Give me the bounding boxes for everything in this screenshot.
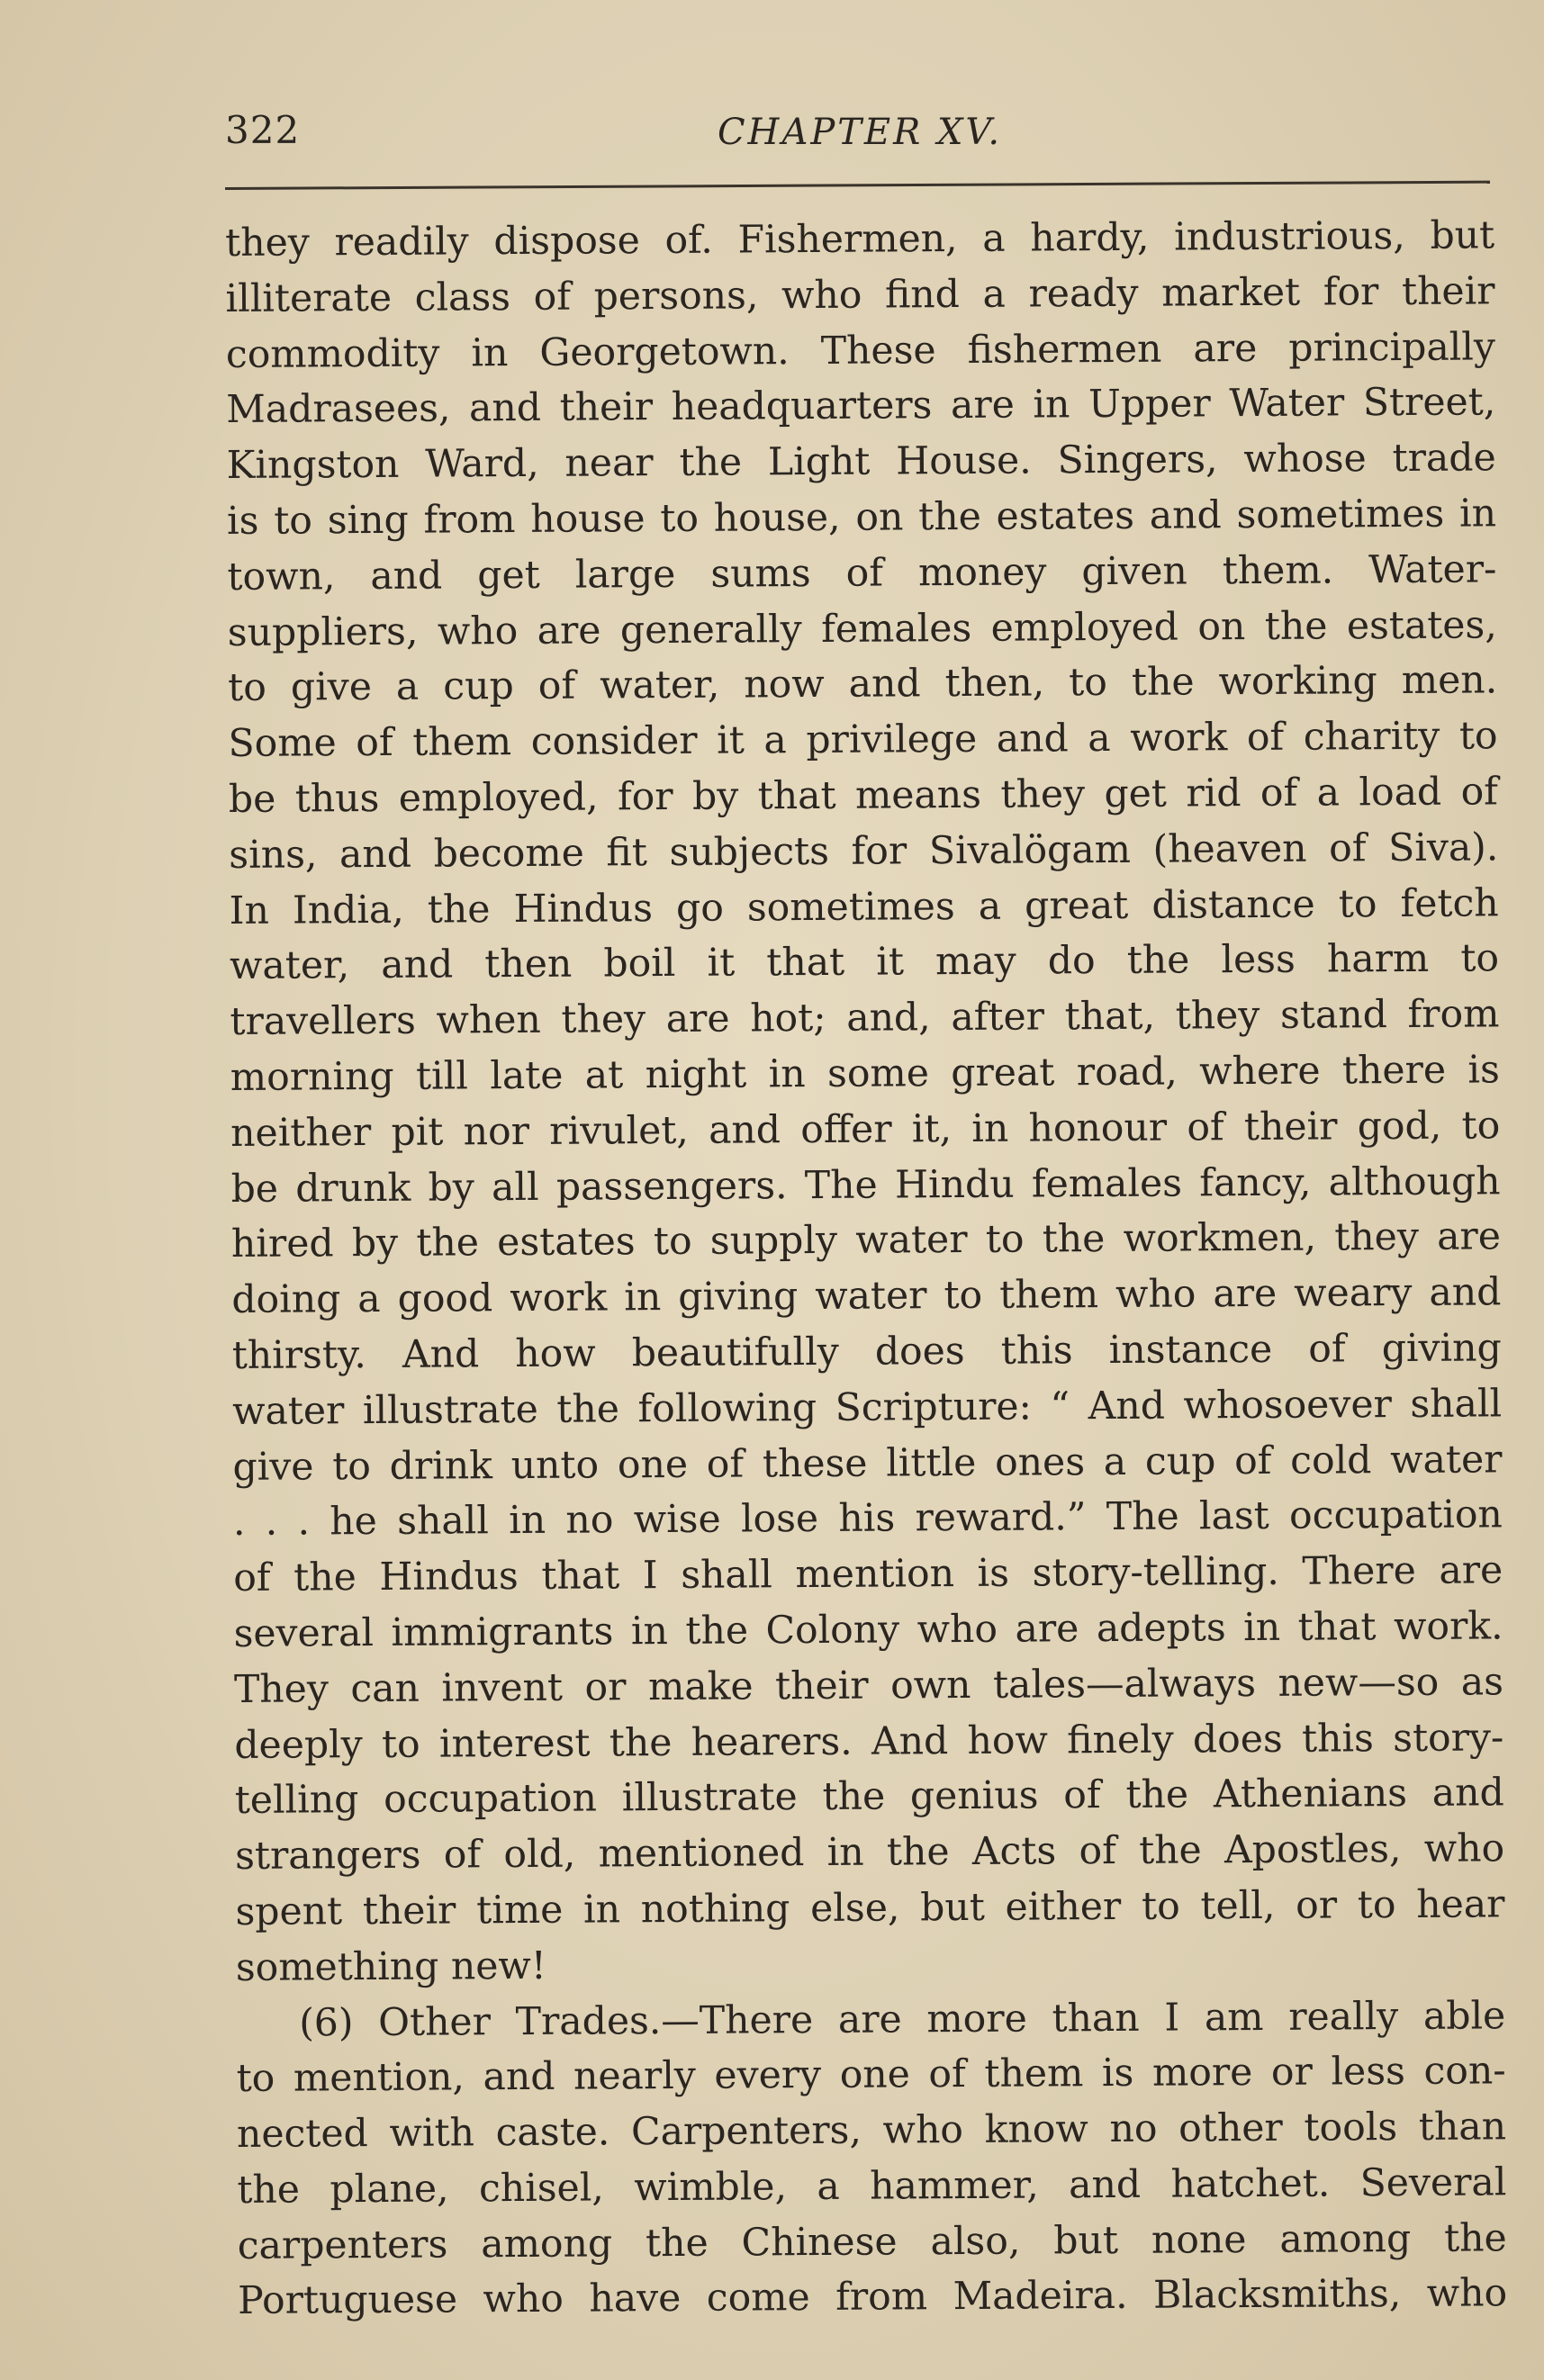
text-line: . . . he shall in no wise lose his reward.” The last occupation [232,1492,1503,1546]
text-line: telling occupation illustrate the genius of the Athenians and [234,1771,1504,1824]
text-line: morning till late at night in some great road, where there is [230,1048,1500,1100]
text-line: give to drink unto one of these little ones a cup of cold water [232,1437,1503,1490]
text-line: is to sing from house to house, on the estates and sometimes in [226,491,1497,544]
running-head: CHAPTER XV. [717,112,1003,153]
text-line: water, and then boil it that it may do the less harm to [229,936,1500,989]
text-line: commodity in Georgetown. These fishermen are principally [225,324,1496,377]
text-line: nected with caste. Carpenters, who know no other tools than [236,2105,1507,2158]
body-text [225,208,1507,2330]
header-rule [225,181,1490,190]
text-line: (6) Other Trades.—There are more than I am really able [299,1993,1506,2046]
text-line: sins, and become fit subjects for Sivalögam (heaven of Siva). [229,825,1499,878]
text-line: Kingston Ward, near the Light House. Singers, whose trade [226,436,1496,489]
page-header [225,108,1494,162]
text-line: neither pit nor rivulet, and offer it, in honour of their god, to [230,1104,1501,1156]
text-line: They can invent or make their own tales—always new—so as [233,1660,1504,1712]
text-line: deeply to interest the hearers. And how finely does this story- [234,1715,1504,1768]
text-line: In India, the Hindus go sometimes a great distance to fetch [229,880,1499,933]
text-line: carpenters among the Chinese also, but none among the [237,2216,1507,2268]
text-line: to mention, and nearly every one of them is more or less con- [236,2049,1506,2102]
text-line: of the Hindus that I shall mention is story-telling. There are [233,1548,1503,1601]
text-line: Madrasees, and their headquarters are in Upper Water Street, [226,380,1496,433]
text-line: Some of them consider it a privilege and a work of charity to [228,714,1498,767]
text-line: illiterate class of persons, who find a ready market for their [225,269,1495,321]
text-line: something new! [235,1943,547,1990]
page-number: 322 [225,108,301,152]
text-line: doing a good work in giving water to them who are weary and [231,1270,1502,1323]
text-line: water illustrate the following Scripture: “ And whosoever shall [231,1382,1503,1434]
text-line: town, and get large sums of money given them. Water- [227,547,1497,600]
text-line: the plane, chisel, wimble, a hammer, and hatchet. Several [237,2160,1507,2213]
text-line: suppliers, who are generally females employed on the estates, [227,602,1497,655]
text-line: thirsty. And how beautifully does this instance of giving [231,1326,1502,1378]
text-line: be drunk by all passengers. The Hindu females fancy, although [230,1158,1501,1212]
text-line: travellers when they are hot; and, after that, they stand from [230,992,1500,1045]
text-line: hired by the estates to supply water to the workmen, they are [230,1214,1502,1267]
text-line: to give a cup of water, now and then, to the working men. [228,658,1498,711]
text-line: spent their time in nothing else, but either to tell, or to hear [235,1882,1505,1934]
text-line: be thus employed, for by that means they get rid of a load of [228,770,1499,822]
text-line: strangers of old, mentioned in the Acts of the Apostles, who [234,1826,1505,1880]
text-line: Portuguese who have come from Madeira. Blacksmiths, who [238,2271,1508,2324]
text-line: several immigrants in the Colony who are adepts in that work. [233,1604,1503,1656]
text-line: they readily dispose of. Fishermen, a hardy, industrious, but [225,213,1495,266]
